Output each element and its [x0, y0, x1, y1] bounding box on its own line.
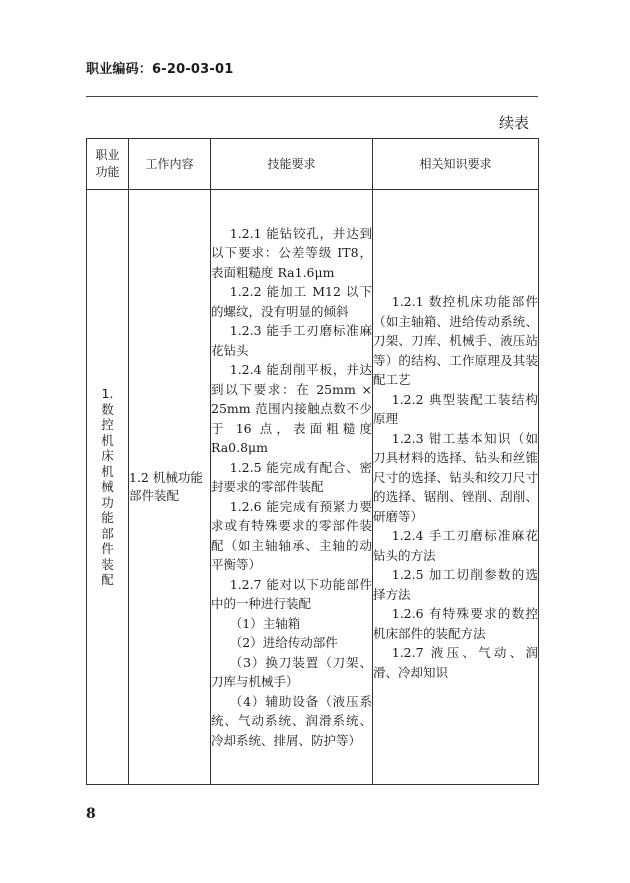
table-header-row — [87, 139, 539, 190]
header-skills: 技能要求 — [211, 139, 373, 190]
skill-item: （3）换刀装置（刀架、刀库与机械手） — [211, 654, 372, 690]
work-content-cell: 1.2 机械功能部件装配 — [129, 190, 211, 785]
knowledge-list — [373, 292, 538, 682]
header-function — [87, 139, 129, 190]
knowledge-item: 1.2.4 手工刃磨标准麻花钻头的方法 — [373, 528, 538, 563]
function-label: 1. 数控机床机械功能部件装配 — [101, 386, 114, 588]
function-cell — [87, 190, 129, 785]
header-work-content: 工作内容 — [129, 139, 211, 190]
header-knowledge: 相关知识要求 — [373, 139, 539, 190]
knowledge-cell — [373, 190, 539, 785]
knowledge-item: 1.2.5 加工切削参数的选择方法 — [373, 567, 538, 602]
skill-item: （4）辅助设备（液压系统、气动系统、润滑系统、冷却系统、排屑、防护等） — [211, 693, 372, 748]
header-rule — [86, 96, 538, 97]
skill-item: 1.2.5 能完成有配合、密封要求的零部件装配 — [211, 459, 372, 495]
knowledge-item: 1.2.6 有特殊要求的数控机床部件的装配方法 — [373, 606, 538, 641]
continued-label: 续表 — [498, 114, 529, 132]
knowledge-item: 1.2.2 典型装配工装结构原理 — [373, 391, 538, 426]
skill-item: 1.2.1 能钻铰孔，并达到以下要求：公差等级 IT8，表面粗糙度 Ra1.6μm — [211, 225, 372, 280]
occupation-code: 职业编码：6-20-03-01 — [86, 62, 234, 77]
skills-cell — [211, 190, 373, 785]
skill-item: 1.2.4 能刮削平板，并达到以下要求：在 25mm × 25mm 范围内接触点数不少于 16 点，表面粗糙度 Ra0.8μm — [211, 362, 372, 456]
skill-item: （2）进给传动部件 — [229, 635, 338, 651]
skills-list — [211, 224, 372, 751]
knowledge-item: 1.2.3 钳工基本知识（如刀具材料的选择、钻头和丝锥尺寸的选择、钻头和绞刀尺寸的选择、锯削、锉削、刮削、研磨等） — [373, 430, 538, 524]
table-row — [87, 190, 539, 785]
skill-item: 1.2.3 能手工刃磨标准麻花钻头 — [211, 323, 372, 358]
skill-item: （1）主轴箱 — [229, 615, 301, 631]
page-number: 8 — [86, 806, 96, 822]
knowledge-item: 1.2.7 液压、气动、润滑、冷却知识 — [373, 645, 538, 680]
skill-item: 1.2.7 能对以下功能部件中的一种进行装配 — [211, 576, 372, 612]
knowledge-item: 1.2.1 数控机床功能部件（如主轴箱、进给传动系统、刀架、刀库、机械手、液压站等）的结构、工作原理及其装配工艺 — [373, 294, 538, 387]
skill-item: 1.2.6 能完成有预紧力要求或有特殊要求的零部件装配（如主轴轴承、主轴的动平衡等） — [211, 498, 372, 573]
header-function-line: 功能 — [95, 165, 120, 179]
skill-item: 1.2.2 能加工 M12 以下的螺纹，没有明显的倾斜 — [211, 284, 372, 319]
skills-table — [86, 138, 539, 785]
header-function-line: 职业 — [95, 148, 120, 162]
